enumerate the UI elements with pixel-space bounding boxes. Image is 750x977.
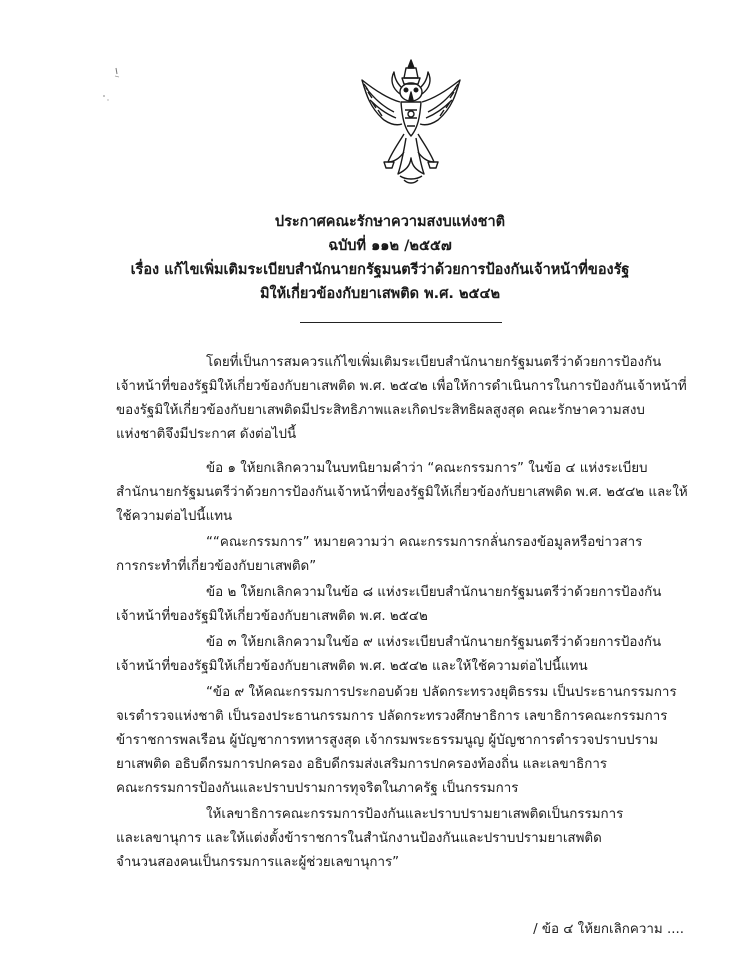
body-line: จเรตำรวจแห่งชาติ เป็นรองประธานกรรมการ ปลัดกระทรวงศึกษาธิการ เลขาธิการคณะกรรมการ xyxy=(116,709,668,724)
body-line: เจ้าหน้าที่ของรัฐมิให้เกี่ยวข้องกับยาเสพติด พ.ศ. ๒๕๔๒ และให้ใช้ความต่อไปนี้แทน xyxy=(116,659,588,674)
garuda-emblem-icon xyxy=(358,58,464,186)
title-divider xyxy=(300,322,502,323)
body-line: ให้เลขาธิการคณะกรรมการป้องกันและปราบปรามยาเสพติดเป็นกรรมการ xyxy=(206,807,624,822)
body-line: แห่งชาติจึงมีประกาศ ดังต่อไปนี้ xyxy=(116,427,297,442)
body-line: ข้อ ๒ ให้ยกเลิกความในข้อ ๘ แห่งระเบียบสำนักนายกรัฐมนตรีว่าด้วยการป้องกัน xyxy=(206,585,662,600)
issue-number: ฉบับที่ ๑๑๒ /๒๕๕๗ xyxy=(328,238,452,254)
body-line: ยาเสพติด อธิบดีกรมการปกครอง อธิบดีกรมส่งเสริมการปกครองท้องถิ่น และเลขาธิการ xyxy=(116,757,608,772)
announcement-title: ประกาศคณะรักษาความสงบแห่งชาติ xyxy=(274,214,506,230)
body-line: คณะกรรมการป้องกันและปราบปรามการทุจริตในภาครัฐ เป็นกรรมการ xyxy=(116,781,519,796)
body-line: ของรัฐมิให้เกี่ยวข้องกับยาเสพติดมีประสิทธิภาพและเกิดประสิทธิผลสูงสุด คณะรักษาความสงบ xyxy=(116,403,645,418)
body-line: “ข้อ ๙ ให้คณะกรรมการประกอบด้วย ปลัดกระทรวงยุติธรรม เป็นประธานกรรมการ xyxy=(206,685,677,700)
subject-line-2: มิให้เกี่ยวข้องกับยาเสพติด พ.ศ. ๒๕๔๒ xyxy=(259,286,501,302)
body-line: ข้อ ๑ ให้ยกเลิกความในบทนิยามคำว่า “คณะกรรมการ” ในข้อ ๔ แห่งระเบียบ xyxy=(206,461,648,476)
body-line: การกระทำที่เกี่ยวข้องกับยาเสพติด” xyxy=(116,559,317,574)
body-line: และเลขานุการ และให้แต่งตั้งข้าราชการในสำนักงานป้องกันและปราบปรามยาเสพติด xyxy=(116,831,602,846)
body-line: โดยที่เป็นการสมควรแก้ไขเพิ่มเติมระเบียบสำนักนายกรัฐมนตรีว่าด้วยการป้องกัน xyxy=(206,355,662,370)
continuation-note: / ข้อ ๔ ให้ยกเลิกความ .... xyxy=(533,922,684,937)
body-line: จำนวนสองคนเป็นกรรมการและผู้ช่วยเลขานุการ” xyxy=(116,855,400,870)
body-line: สำนักนายกรัฐมนตรีว่าด้วยการป้องกันเจ้าหน้าที่ของรัฐมิให้เกี่ยวข้องกับยาเสพติด พ.ศ. ๒๕๔๒ และให้ xyxy=(116,485,688,500)
body-line: เจ้าหน้าที่ของรัฐมิให้เกี่ยวข้องกับยาเสพติด พ.ศ. ๒๕๔๒ xyxy=(116,609,428,624)
body-line: ข้าราชการพลเรือน ผู้บัญชาการทหารสูงสุด เจ้ากรมพระธรรมนูญ ผู้บัญชาการตำรวจปราบปราม xyxy=(116,733,659,748)
subject-line-1: เรื่อง แก้ไขเพิ่มเติมระเบียบสำนักนายกรัฐมนตรีว่าด้วยการป้องกันเจ้าหน้าที่ของรัฐ xyxy=(130,262,630,278)
scan-speck-marks xyxy=(100,60,130,110)
body-line: เจ้าหน้าที่ของรัฐมิให้เกี่ยวข้องกับยาเสพติด พ.ศ. ๒๕๔๒ เพื่อให้การดำเนินการในการป้องกันเจ้าหน้าที่ xyxy=(116,379,687,394)
body-line: ใช้ความต่อไปนี้แทน xyxy=(116,509,233,524)
body-line: ข้อ ๓ ให้ยกเลิกความในข้อ ๙ แห่งระเบียบสำนักนายกรัฐมนตรีว่าด้วยการป้องกัน xyxy=(206,635,662,650)
body-line: ““คณะกรรมการ” หมายความว่า คณะกรรมการกลั่นกรองข้อมูลหรือข่าวสาร xyxy=(206,535,643,550)
